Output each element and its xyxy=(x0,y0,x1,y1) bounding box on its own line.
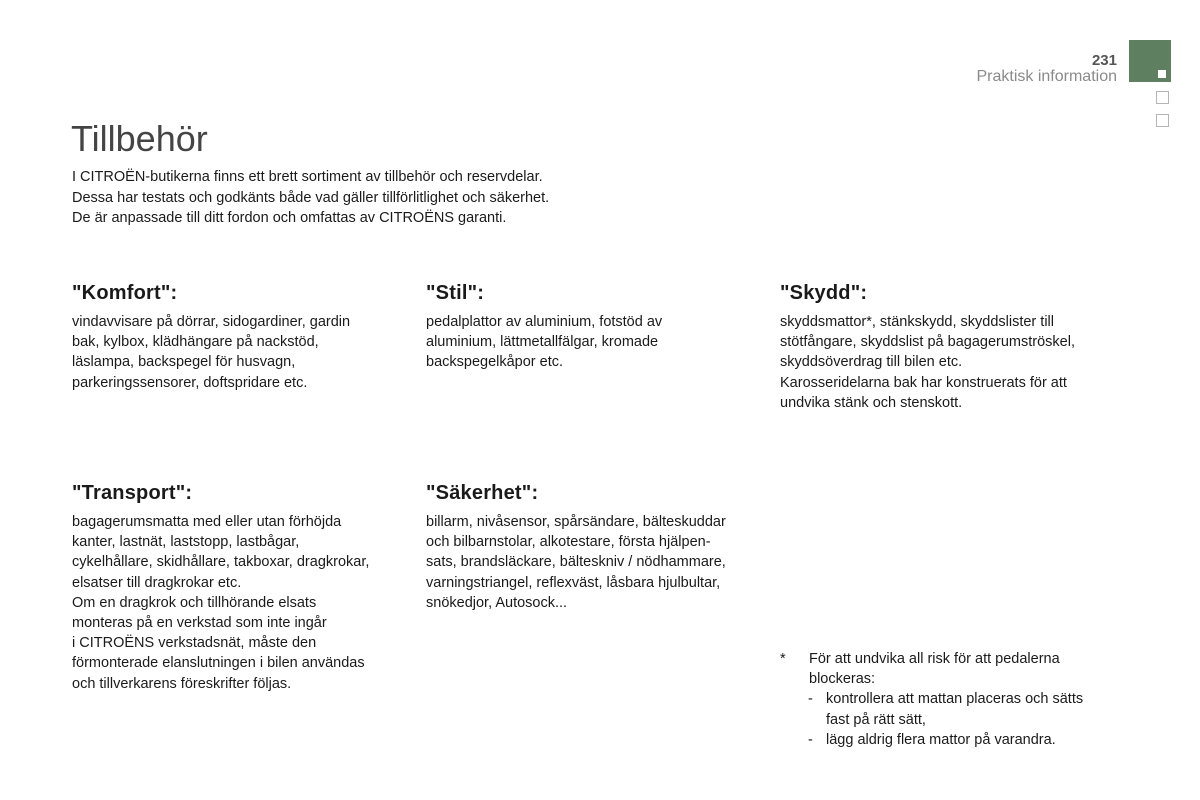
text-line: kanter, lastnät, laststopp, lastbågar, xyxy=(72,534,300,551)
text-line: lägg aldrig flera mattor på varandra. xyxy=(826,731,1056,748)
text-line: billarm, nivåsensor, spårsändare, bälteskuddar xyxy=(426,514,726,530)
text-line: pedalplattor av aluminium, fotstöd av xyxy=(426,314,663,330)
section-body xyxy=(72,312,397,393)
text-line: och bilbarnstolar, alkotestare, första hjälpen- xyxy=(426,534,711,551)
section-heading: "Skydd": xyxy=(780,282,868,304)
chapter-tab-empty-icon xyxy=(1156,114,1169,127)
section-body xyxy=(426,312,751,373)
text-line: snökedjor, Autosock... xyxy=(426,594,568,611)
text-line: kontrollera att mattan placeras och sätts xyxy=(826,691,1084,708)
footnote xyxy=(780,649,1110,750)
text-line: skyddsmattor*, stänkskydd, skyddslister till xyxy=(780,314,1054,330)
section-heading: "Säkerhet": xyxy=(426,482,539,504)
text-line: blockeras: xyxy=(809,671,876,688)
text-line: monteras på en verkstad som inte ingår xyxy=(72,615,327,632)
chapter-tab-empty-icon xyxy=(1156,91,1169,104)
text-line: bak, kylbox, klädhängare på nackstöd, xyxy=(72,334,319,351)
section-sakerhet xyxy=(426,482,751,613)
section-transport xyxy=(72,482,397,694)
section-stil xyxy=(426,282,751,373)
chapter-tab-active xyxy=(1129,40,1171,82)
text-line: parkeringssensorer, doftspridare etc. xyxy=(72,374,308,391)
section-heading: "Transport": xyxy=(72,482,193,504)
section-heading: "Komfort": xyxy=(72,282,178,304)
text-line: Om en dragkrok och tillhörande elsats xyxy=(72,594,317,611)
page-title: Tillbehör xyxy=(71,118,208,159)
intro-text xyxy=(72,167,692,229)
text-line: läslampa, backspegel för husvagn, xyxy=(72,354,296,371)
text-line: stötfångare, skyddslist på bagagerumströskel, xyxy=(780,334,1075,351)
text-line: förmonterade elanslutningen i bilen användas xyxy=(72,655,365,672)
dash-bullet: - xyxy=(808,691,813,708)
section-label: Praktisk information xyxy=(976,68,1117,85)
text-line: varningstriangel, reflexväst, låsbara hjulbultar, xyxy=(426,574,721,591)
active-tab-marker-icon xyxy=(1158,70,1166,78)
section-body xyxy=(72,512,397,694)
text-line: sats, brandsläckare, bälteskniv / nödhammare, xyxy=(426,554,726,571)
intro-line: De är anpassade till ditt fordon och omfattas av CITROËNS garanti. xyxy=(72,210,507,226)
text-line: vindavvisare på dörrar, sidogardiner, gardin xyxy=(72,314,351,330)
section-komfort xyxy=(72,282,397,393)
page-number: 231 xyxy=(1091,52,1117,69)
text-line: i CITROËNS verkstadsnät, måste den xyxy=(72,635,317,652)
section-body xyxy=(780,312,1120,413)
footnote-text xyxy=(780,649,1110,689)
text-line: fast på rätt sätt, xyxy=(826,711,926,728)
text-line: bagagerumsmatta med eller utan förhöjda xyxy=(72,514,342,530)
text-line: elsatser till dragkrokar etc. xyxy=(72,574,242,591)
section-heading: "Stil": xyxy=(426,282,485,304)
text-line: undvika stänk och stenskott. xyxy=(780,394,963,411)
list-item xyxy=(808,730,1110,750)
footnote-marker: * xyxy=(780,651,786,667)
text-line: cykelhållare, skidhållare, takboxar, dragkrokar, xyxy=(72,554,370,571)
section-body xyxy=(426,512,751,613)
text-line: För att undvika all risk för att pedalerna xyxy=(809,651,1060,667)
section-skydd xyxy=(780,282,1120,413)
dash-bullet: - xyxy=(808,731,813,748)
text-line: och tillverkarens föreskrifter följas. xyxy=(72,675,292,692)
text-line: Karosseridelarna bak har konstruerats för att xyxy=(780,374,1067,391)
intro-line: Dessa har testats och godkänts både vad gäller tillförlitlighet och säkerhet. xyxy=(72,189,550,206)
intro-line: I CITROËN-butikerna finns ett brett sortiment av tillbehör och reservdelar. xyxy=(72,169,543,185)
text-line: backspegelkåpor etc. xyxy=(426,354,564,371)
footnote-list xyxy=(780,689,1110,750)
list-item xyxy=(808,689,1110,729)
text-line: skyddsöverdrag till bilen etc. xyxy=(780,354,963,371)
text-line: aluminium, lättmetallfälgar, kromade xyxy=(426,334,659,351)
